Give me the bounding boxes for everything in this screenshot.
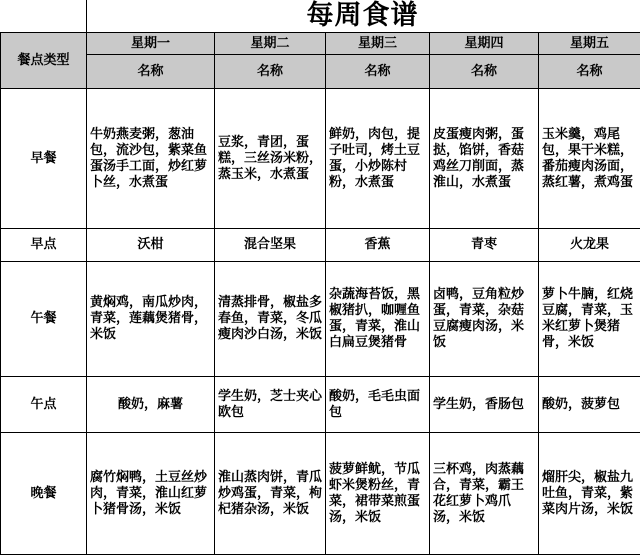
- menu-cell: 三杯鸡，肉蒸藕合，青菜，霸王花红萝卜鸡爪汤，米饭: [430, 433, 539, 555]
- corner-cell: [0, 0, 87, 32]
- menu-cell: 火龙果: [539, 229, 640, 262]
- menu-cell: 沃柑: [87, 229, 215, 262]
- day-header-thu: 星期四: [430, 33, 539, 55]
- menu-cell: 学生奶，芝士夹心欧包: [215, 377, 326, 433]
- menu-table: [0, 32, 640, 555]
- day-header-tue: 星期二: [215, 33, 326, 55]
- name-header: 名称: [539, 55, 640, 89]
- page-title: 每周食谱: [306, 0, 419, 31]
- menu-cell: 学生奶，香肠包: [430, 377, 539, 433]
- menu-cell: 酸奶，毛毛虫面包: [326, 377, 430, 433]
- name-header: 名称: [87, 55, 215, 89]
- meal-type-label: 晚餐: [1, 433, 87, 555]
- row-morning-snack: [1, 229, 640, 262]
- row-breakfast: [1, 89, 640, 229]
- header-row-days: [1, 33, 640, 55]
- row-dinner: [1, 433, 640, 555]
- meal-type-label: 午点: [1, 377, 87, 433]
- menu-cell: 香蕉: [326, 229, 430, 262]
- menu-cell: 腐竹焖鸭，土豆丝炒肉，青菜，淮山红萝卜猪骨汤，米饭: [87, 433, 215, 555]
- menu-cell: 熘肝尖，椒盐九吐鱼，青菜，紫菜肉片汤，米饭: [539, 433, 640, 555]
- menu-cell: 鲜奶，肉包，提子吐司，烤土豆蛋，小炒陈村粉，水煮蛋: [326, 89, 430, 229]
- header-row-names: [1, 55, 640, 89]
- name-header: 名称: [326, 55, 430, 89]
- menu-cell: 淮山蒸肉饼，青瓜炒鸡蛋，青菜，枸杞猪杂汤，米饭: [215, 433, 326, 555]
- menu-cell: 混合坚果: [215, 229, 326, 262]
- name-header: 名称: [215, 55, 326, 89]
- row-afternoon-snack: [1, 377, 640, 433]
- day-header-wed: 星期三: [326, 33, 430, 55]
- menu-cell: 杂蔬海苔饭，黑椒猪扒，咖喱鱼蛋，青菜，淮山白扁豆煲猪骨: [326, 262, 430, 377]
- row-lunch: [1, 262, 640, 377]
- meal-type-label: 早餐: [1, 89, 87, 229]
- menu-cell: 玉米羹，鸡尾包，果干米糕，番茄瘦肉汤面，蒸红薯，煮鸡蛋: [539, 89, 640, 229]
- name-header: 名称: [430, 55, 539, 89]
- menu-cell: 青枣: [430, 229, 539, 262]
- menu-cell: 皮蛋瘦肉粥，蛋挞，馅饼，香菇鸡丝刀削面，蒸淮山，水煮蛋: [430, 89, 539, 229]
- menu-cell: 黄焖鸡，南瓜炒肉，青菜，莲藕煲猪骨，米饭: [87, 262, 215, 377]
- menu-cell: 豆浆，青团，蛋糕，三丝汤米粉，蒸玉米，水煮蛋: [215, 89, 326, 229]
- menu-cell: 卤鸭，豆角粒炒蛋，青菜，杂菇豆腐瘦肉汤，米饭: [430, 262, 539, 377]
- menu-cell: 清蒸排骨，椒盐多春鱼，青菜，冬瓜瘦肉沙白汤，米饭: [215, 262, 326, 377]
- meal-type-label: 早点: [1, 229, 87, 262]
- meal-type-header: 餐点类型: [1, 33, 87, 89]
- day-header-fri: 星期五: [539, 33, 640, 55]
- menu-cell: 萝卜牛腩，红烧豆腐，青菜，玉米红萝卜煲猪骨，米饭: [539, 262, 640, 377]
- menu-cell: 酸奶，麻薯: [87, 377, 215, 433]
- day-header-mon: 星期一: [87, 33, 215, 55]
- menu-cell: 菠萝鲜鱿，节瓜虾米煲粉丝，青菜，裙带菜煎蛋汤，米饭: [326, 433, 430, 555]
- meal-type-label: 午餐: [1, 262, 87, 377]
- menu-cell: 牛奶燕麦粥，葱油包，流沙包，紫菜鱼蛋汤手工面，炒红萝卜丝，水煮蛋: [87, 89, 215, 229]
- menu-cell: 酸奶，菠萝包: [539, 377, 640, 433]
